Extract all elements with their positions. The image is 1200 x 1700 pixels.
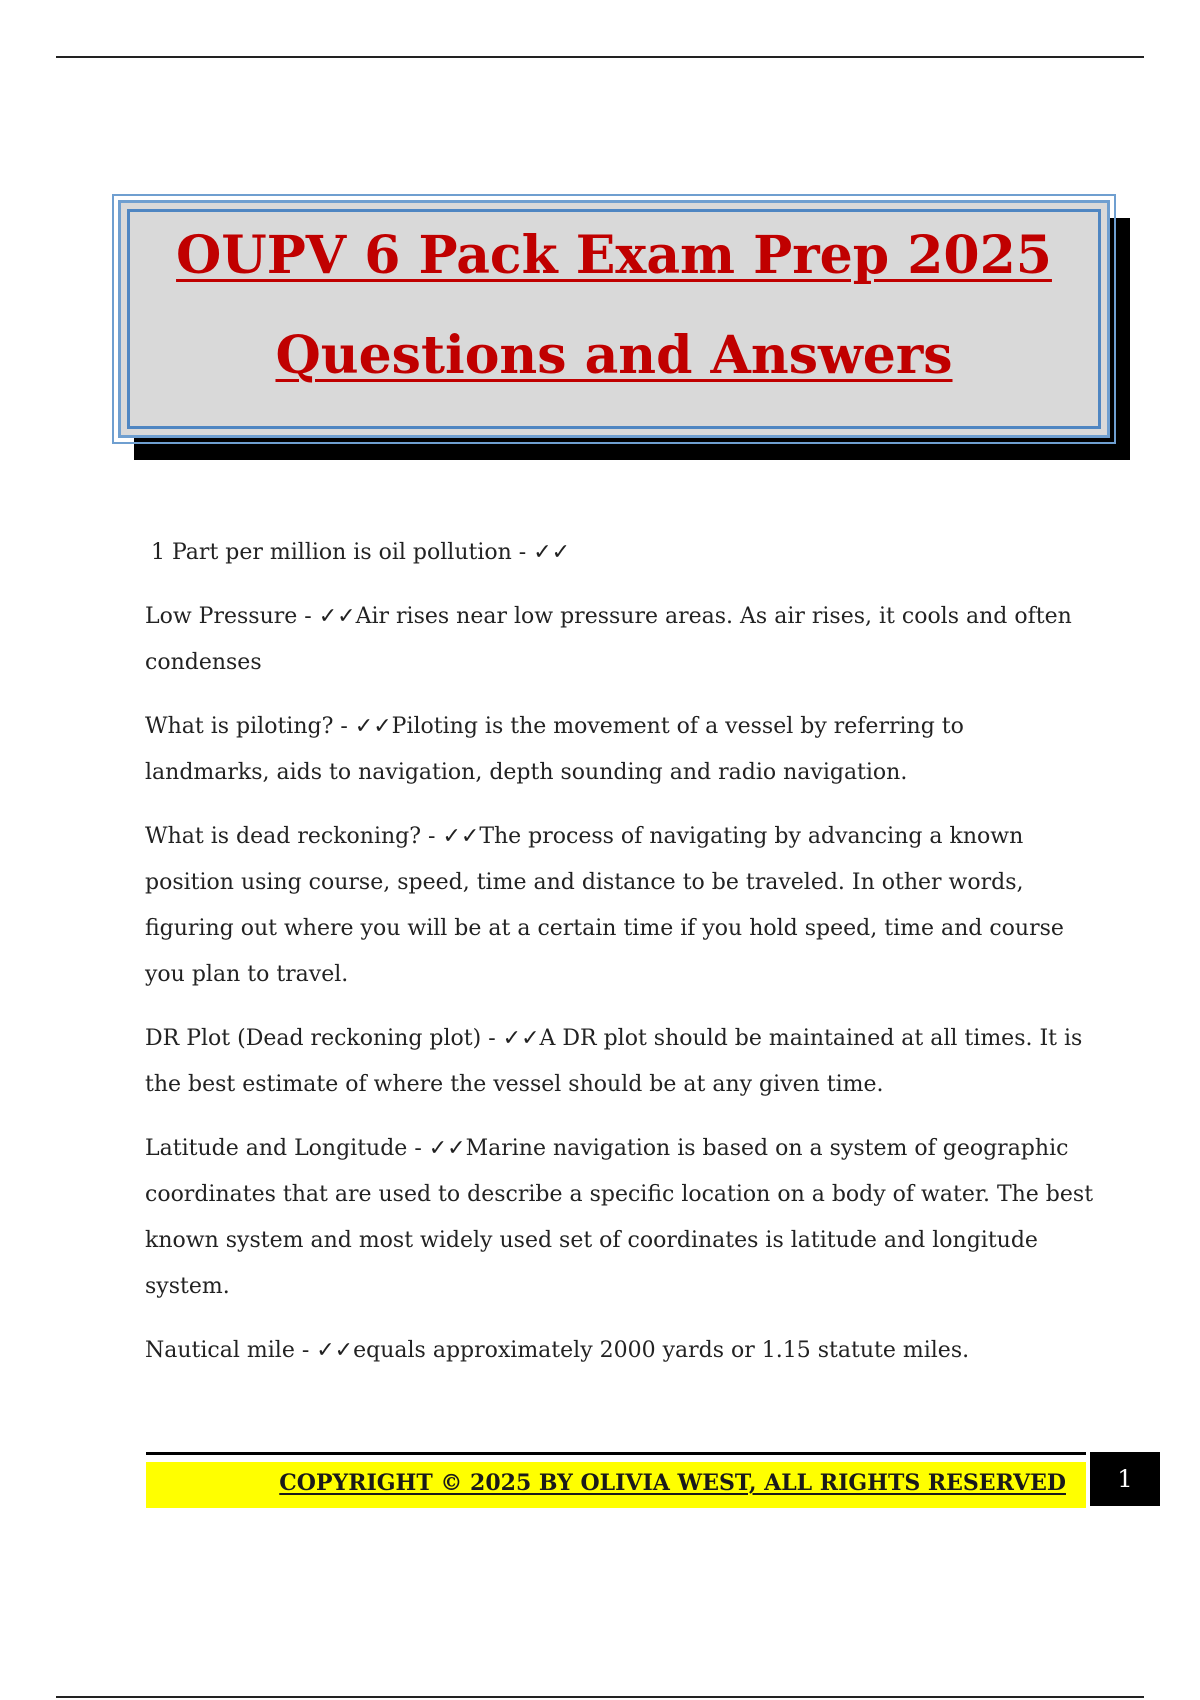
qa-item: DR Plot (Dead reckoning plot) - ✓✓A DR plot should be maintained at all times. It is the best estimate of where the vessel should be at any given time. — [145, 1026, 1083, 1097]
footer-bar — [146, 1462, 1086, 1508]
qa-list — [145, 530, 1095, 1392]
qa-item: 1 Part per million is oil pollution - ✓✓ — [151, 540, 571, 565]
title-box — [118, 200, 1110, 438]
page-title-line-1: OUPV 6 Pack Exam Prep 2025 — [176, 225, 1052, 286]
footer-rule — [146, 1452, 1086, 1455]
bottom-rule — [56, 1696, 1144, 1698]
qa-item: Nautical mile - ✓✓equals approximately 2000 yards or 1.15 statute miles. — [145, 1338, 970, 1363]
page-number: 1 — [1090, 1452, 1160, 1506]
qa-item: What is dead reckoning? - ✓✓The process of navigating by advancing a known position using course, speed, time and distance to be traveled. In other words, figuring out where you will be at a certain time if you hold speed, time and course you plan to travel. — [145, 824, 1064, 987]
qa-item: Low Pressure - ✓✓Air rises near low pressure areas. As air rises, it cools and often condenses — [145, 604, 1072, 675]
copyright-notice: COPYRIGHT © 2025 BY OLIVIA WEST, ALL RIGHTS RESERVED — [279, 1470, 1066, 1496]
page-title-line-2: Questions and Answers — [275, 325, 953, 386]
title-banner — [118, 200, 1114, 442]
top-rule — [56, 56, 1144, 58]
qa-item: Latitude and Longitude - ✓✓Marine navigation is based on a system of geographic coordinates that are used to describe a specific location on a body of water. The best known system and most widely used set of coordinates is latitude and longitude system. — [145, 1136, 1094, 1299]
qa-item: What is piloting? - ✓✓Piloting is the movement of a vessel by referring to landmarks, aids to navigation, depth sounding and radio navigation. — [145, 714, 964, 785]
